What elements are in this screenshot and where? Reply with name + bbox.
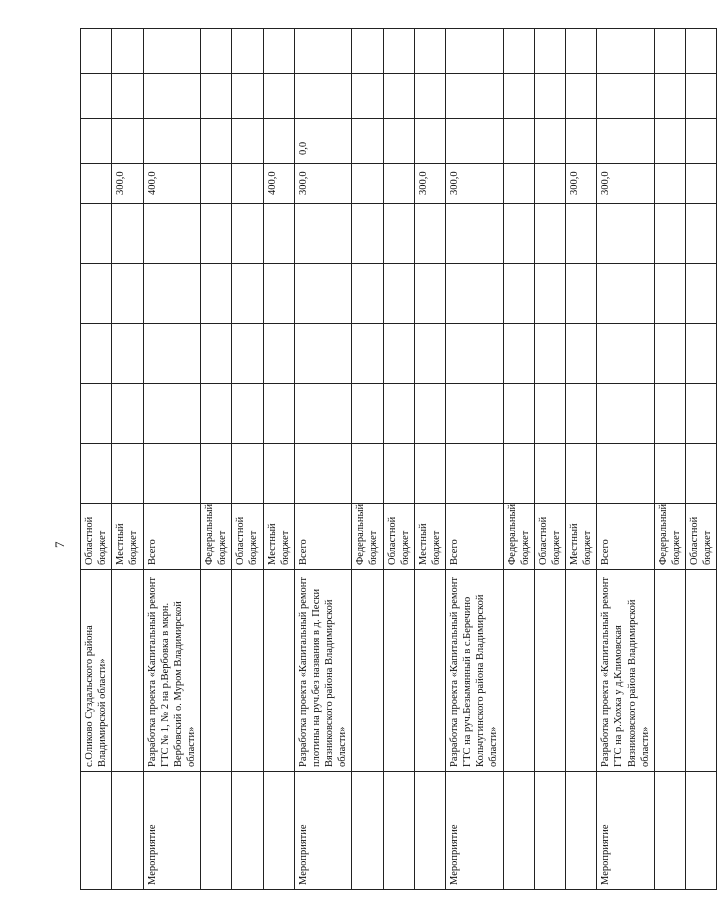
table-cell: Всего [294,504,352,570]
table-row [534,29,565,890]
table-cell [143,204,201,264]
table-cell [383,204,414,264]
table-cell [201,324,232,384]
table-cell [352,324,383,384]
table-cell [414,384,445,444]
table-cell [112,384,143,444]
table-cell: 400,0 [143,164,201,204]
table-cell [686,74,717,119]
table-cell: с.Оликово Суздальского района Владимирской области» [81,570,112,772]
table-cell [112,264,143,324]
table-cell [534,384,565,444]
table-cell [263,29,294,74]
table-cell [383,324,414,384]
table-cell [686,204,717,264]
table-row [503,29,534,890]
table-cell [201,29,232,74]
table-cell [383,29,414,74]
table-cell [414,570,445,772]
table-cell [566,119,597,164]
table-cell [352,384,383,444]
table-cell [446,264,504,324]
table-row [294,29,352,890]
table-cell [654,164,685,204]
table-cell [112,444,143,504]
table-cell: Разработка проекта «Капитальный ремонт плотины на руч.без названия в д. Пески Вязниковского района Владимирской области» [294,570,352,772]
table-cell [263,204,294,264]
table-cell [263,384,294,444]
table-cell: Мероприятие [143,772,201,890]
table-cell [352,264,383,324]
table-cell: Мероприятие [597,772,655,890]
table-cell [414,324,445,384]
table-cell [654,324,685,384]
table-cell [232,570,263,772]
table-row [143,29,201,890]
table-cell: 300,0 [294,164,352,204]
table-cell [503,570,534,772]
table-cell [263,74,294,119]
table-cell [112,570,143,772]
table-cell [294,29,352,74]
table-cell [143,324,201,384]
table-cell [383,772,414,890]
table-cell [232,444,263,504]
table-cell [383,264,414,324]
table-cell [686,772,717,890]
table-row [263,29,294,890]
table-cell [263,264,294,324]
table-cell: Местный бюджет [566,504,597,570]
table-cell [654,384,685,444]
table-cell [112,772,143,890]
table-cell [383,74,414,119]
table-cell [294,74,352,119]
table-row [352,29,383,890]
table-cell [143,444,201,504]
table-cell [81,324,112,384]
table-cell [534,772,565,890]
table-cell [294,204,352,264]
table-cell [534,164,565,204]
table-body [81,29,717,890]
table-cell [143,119,201,164]
table-cell [201,74,232,119]
table-cell: Всего [597,504,655,570]
table-cell [232,264,263,324]
table-cell [143,29,201,74]
table-cell [81,444,112,504]
table-row [446,29,504,890]
table-cell [686,324,717,384]
table-cell [503,324,534,384]
table-cell: Всего [446,504,504,570]
table-cell: 300,0 [446,164,504,204]
table-cell [503,74,534,119]
table-cell [534,444,565,504]
table-cell: Федеральный бюджет [352,504,383,570]
table-cell [383,570,414,772]
table-cell: 300,0 [112,164,143,204]
table-cell [566,264,597,324]
table-cell [232,384,263,444]
table-cell [503,164,534,204]
table-cell [446,74,504,119]
table-cell [81,164,112,204]
table-cell [654,264,685,324]
table-cell [446,384,504,444]
table-cell [654,444,685,504]
table-row [81,29,112,890]
table-cell [294,384,352,444]
table-cell [232,772,263,890]
table-cell [566,204,597,264]
table-cell [686,384,717,444]
table-cell [566,324,597,384]
table-cell: 400,0 [263,164,294,204]
table-cell: Областной бюджет [383,504,414,570]
table-cell [534,29,565,74]
table-cell [294,264,352,324]
table-row [686,29,717,890]
table-cell [81,119,112,164]
table-cell [81,772,112,890]
table-row [201,29,232,890]
table-cell [534,204,565,264]
table-cell [534,119,565,164]
table-cell [352,772,383,890]
table-cell [566,74,597,119]
table-cell [81,74,112,119]
table-cell [534,570,565,772]
table-cell [352,74,383,119]
table-cell [81,264,112,324]
table-cell [143,384,201,444]
table-cell: Местный бюджет [414,504,445,570]
table-row [654,29,685,890]
table-cell [352,29,383,74]
table-cell [414,264,445,324]
table-cell [201,264,232,324]
table-cell [686,264,717,324]
table-cell [263,119,294,164]
table-cell [201,772,232,890]
table-cell: Федеральный бюджет [201,504,232,570]
table-cell: Всего [143,504,201,570]
table-cell: Разработка проекта «Капитальный ремонт ГТС на руч.Безымянный в с.Беречино Кольчугинского района Владимирской области» [446,570,504,772]
table-cell [263,772,294,890]
table-cell [686,570,717,772]
table-cell: Федеральный бюджет [654,504,685,570]
table-cell [352,119,383,164]
table-cell [597,204,655,264]
table-cell [503,119,534,164]
table-cell: Местный бюджет [112,504,143,570]
table-cell [81,29,112,74]
table-cell [597,324,655,384]
table-cell [534,264,565,324]
table-cell [232,29,263,74]
table-cell [201,384,232,444]
table-cell [112,119,143,164]
table-cell [201,119,232,164]
table-cell [201,164,232,204]
table-cell [232,74,263,119]
table-row [112,29,143,890]
table-cell [597,119,655,164]
table-cell [597,74,655,119]
table-cell: Областной бюджет [81,504,112,570]
table-cell [446,29,504,74]
table-cell [201,570,232,772]
table-cell [383,384,414,444]
table-cell [112,74,143,119]
table-cell [597,264,655,324]
table-cell [566,29,597,74]
table-row [566,29,597,890]
table-cell [414,74,445,119]
table-cell [232,324,263,384]
table-cell [352,444,383,504]
table-cell [446,444,504,504]
table-row [232,29,263,890]
table-cell: 0,0 [294,119,352,164]
table-cell [383,119,414,164]
table-cell [534,324,565,384]
table-cell: Разработка проекта «Капитальный ремонт ГТС на р.Хохка у д.Климовская Вязниковского района Владимирской области» [597,570,655,772]
table-cell: 300,0 [566,164,597,204]
table-cell [414,29,445,74]
table-cell [294,324,352,384]
table-cell [446,204,504,264]
table-cell [503,444,534,504]
table-cell [566,570,597,772]
table-cell [686,444,717,504]
table-cell [263,570,294,772]
table-cell [597,29,655,74]
table-cell [503,204,534,264]
table-cell: Областной бюджет [686,504,717,570]
table-cell [503,384,534,444]
table-cell [686,119,717,164]
table-cell: 300,0 [597,164,655,204]
table-row [383,29,414,890]
table-cell: Местный бюджет [263,504,294,570]
table-cell [383,164,414,204]
table-cell [263,324,294,384]
table-cell [352,204,383,264]
table-cell [232,164,263,204]
table-cell [263,444,294,504]
table-cell [446,119,504,164]
table-cell [446,324,504,384]
table-cell [654,74,685,119]
table-cell [566,772,597,890]
table-cell: 300,0 [414,164,445,204]
table-cell [414,204,445,264]
table-cell [654,570,685,772]
table-row [597,29,655,890]
table-cell [294,444,352,504]
table-cell [383,444,414,504]
table-cell [143,74,201,119]
table-cell [81,384,112,444]
table-cell: Мероприятие [294,772,352,890]
table-cell [352,164,383,204]
table-cell [414,119,445,164]
table-cell [534,74,565,119]
table-row [414,29,445,890]
table-cell [503,29,534,74]
table-cell [654,119,685,164]
table-cell [201,444,232,504]
budget-table [80,28,717,890]
table-cell [654,204,685,264]
table-cell [201,204,232,264]
table-cell: Областной бюджет [232,504,263,570]
table-cell [232,119,263,164]
table-cell: Мероприятие [446,772,504,890]
page-number: 7 [52,541,67,548]
table-cell [414,444,445,504]
table-cell [81,204,112,264]
table-cell [566,444,597,504]
table-cell [143,264,201,324]
budget-table-container [80,29,714,890]
table-cell [597,444,655,504]
table-cell [654,29,685,74]
table-cell [503,772,534,890]
table-cell: Федеральный бюджет [503,504,534,570]
table-cell [597,384,655,444]
table-cell [112,324,143,384]
table-cell [414,772,445,890]
table-cell [112,204,143,264]
table-cell [654,772,685,890]
table-cell [232,204,263,264]
table-cell [566,384,597,444]
table-cell [503,264,534,324]
table-cell [686,164,717,204]
table-cell: Разработка проекта «Капитальный ремонт ГТС № 1, № 2 на р.Вербовка в мкрн. Вербовский о. Муром Владимирской области» [143,570,201,772]
table-cell: Областной бюджет [534,504,565,570]
table-cell [686,29,717,74]
table-cell [352,570,383,772]
table-cell [112,29,143,74]
